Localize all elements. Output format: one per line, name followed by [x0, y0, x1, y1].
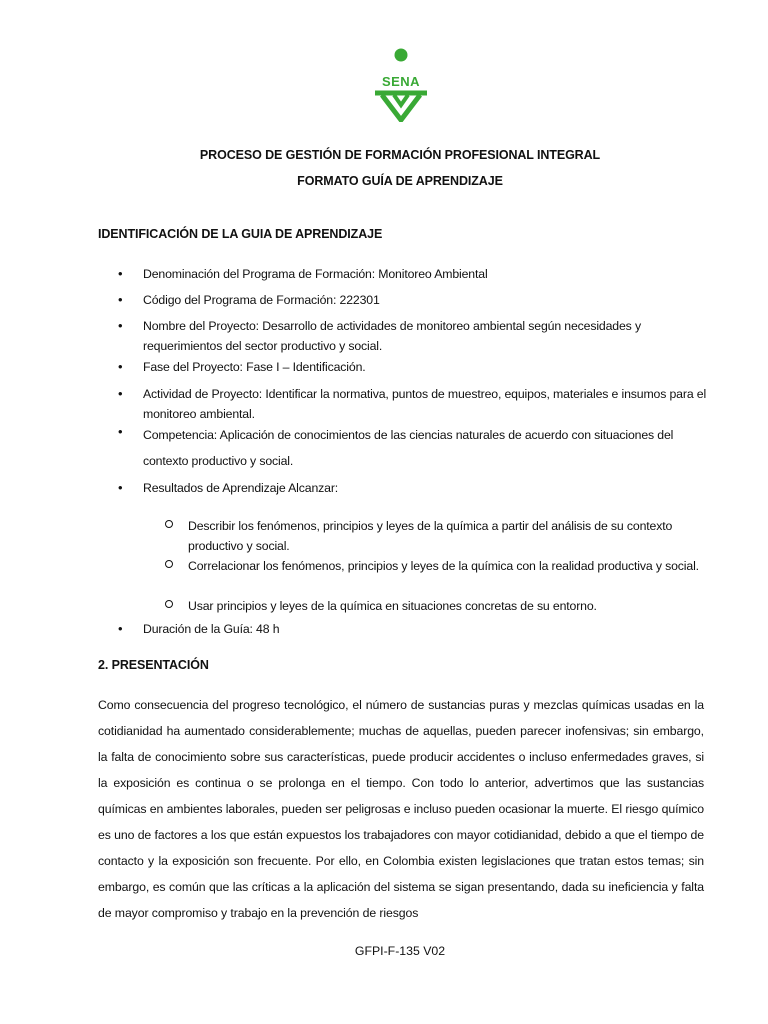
bullet-icon: • [118, 480, 123, 495]
bullet-icon: • [118, 424, 123, 439]
circle-bullet-icon [165, 560, 173, 568]
bullet-icon: • [118, 359, 123, 374]
list-item: • Código del Programa de Formación: 222301 [98, 290, 718, 310]
logo-text: SENA [381, 74, 421, 89]
bullet-icon: • [118, 266, 123, 281]
sub-list-item: Correlacionar los fenómenos, principios y leyes de la química con la realidad productiva y social. [165, 556, 715, 576]
circle-bullet-icon [165, 520, 173, 528]
bullet-icon: • [118, 318, 123, 333]
presentation-heading: 2. PRESENTACIÓN [98, 658, 209, 672]
bullet-icon: • [118, 292, 123, 307]
list-item: • Nombre del Proyecto: Desarrollo de actividades de monitoreo ambiental según necesidades y requerimientos del sector productivo y social. [118, 318, 641, 353]
sub-list-item: Describir los fenómenos, principios y leyes de la química a partir del análisis de su contexto productivo y social. [165, 516, 715, 556]
list-item-duration: • Duración de la Guía: 48 h [98, 619, 718, 639]
bullet-icon: • [118, 386, 123, 401]
circle-bullet-icon [165, 600, 173, 608]
format-title: FORMATO GUÍA DE APRENDIZAJE [297, 174, 503, 188]
list-item: • Actividad de Proyecto: Identificar la normativa, puntos de muestreo, equipos, materiales e insumos para el monitoreo ambiental. [118, 386, 707, 421]
list-item: • Denominación del Programa de Formación: Monitoreo Ambiental [98, 264, 718, 284]
process-title: PROCESO DE GESTIÓN DE FORMACIÓN PROFESIONAL INTEGRAL [199, 148, 601, 162]
list-item: • Competencia: Aplicación de conocimientos de las ciencias naturales de acuerdo con situaciones del contexto productivo y social. [118, 424, 674, 468]
list-item: • Resultados de Aprendizaje Alcanzar: [98, 478, 718, 498]
bullet-icon: • [118, 621, 123, 636]
sena-logo [370, 48, 432, 122]
list-item: • Fase del Proyecto: Fase I – Identificación. [98, 357, 718, 377]
presentation-paragraph: Como consecuencia del progreso tecnológico, el número de sustancias puras y mezclas químicas usadas en la cotidianidad ha aumentado considerablemente; muchas de aquellas, pueden parecer inofensivas; sin embargo, la falta de conocimiento sobre sus características, puede producir accidentes o incluso enfermedades graves, si la exposición es continua o se prolonga en el tiempo. Con todo lo anterior, advertimos que las sustancias químicas en ambientes laborales, pueden ser peligrosas e incluso pueden ocasionar la muerte. El riesgo químico es uno de factores a los que están expuestos los trabajadores con mayor cotidianidad, debido a que el tiempo de contacto y la exposición son frecuente. Por ello, en Colombia existen legislaciones que tratan estos temas; sin embargo, es común que las críticas a la aplicación del sistema se sigan presentando, dada su ineficiencia y falta de mayor compromiso y trabajo en la prevención de riesgos [98, 698, 704, 920]
identification-heading: IDENTIFICACIÓN DE LA GUIA DE APRENDIZAJE [98, 227, 383, 241]
footer-code: GFPI-F-135 V02 [354, 944, 446, 958]
sub-list-item: Usar principios y leyes de la química en situaciones concretas de su entorno. [165, 596, 715, 616]
